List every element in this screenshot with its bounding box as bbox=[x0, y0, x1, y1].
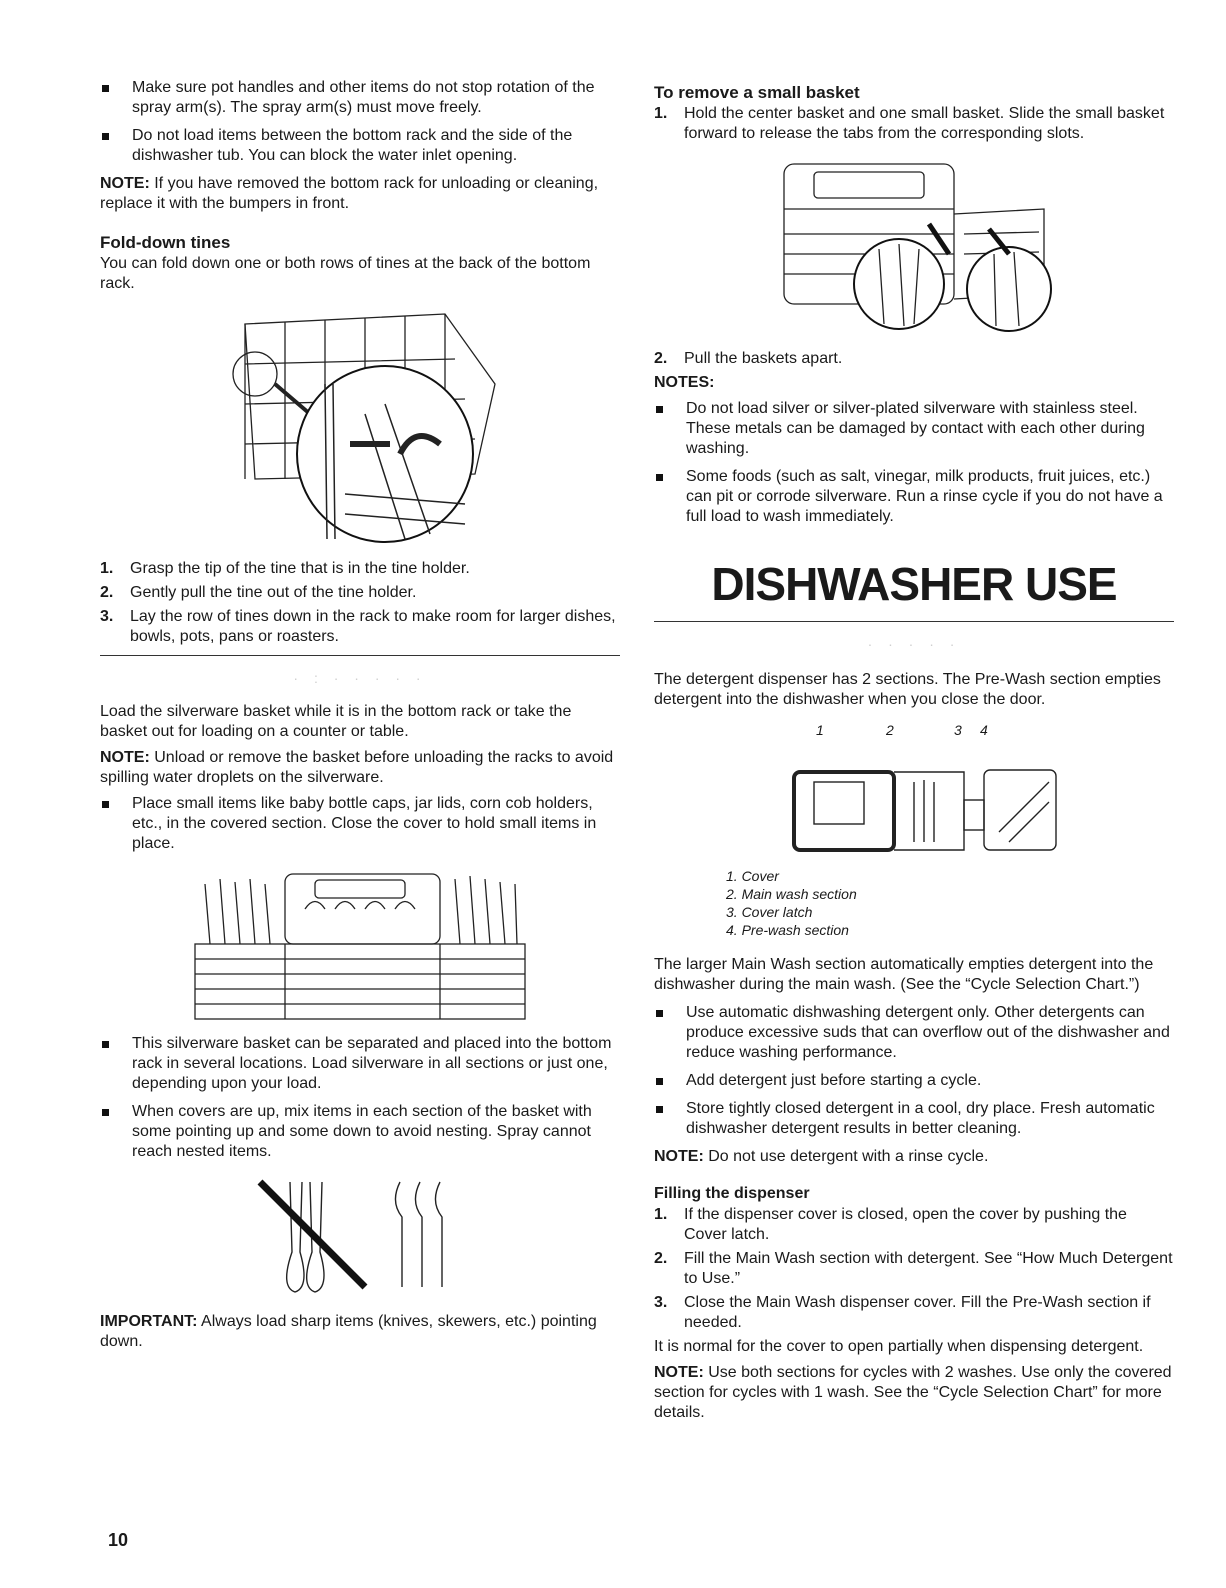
remove-step-2 bbox=[654, 349, 1174, 369]
bullet-square-icon bbox=[656, 1010, 663, 1017]
list-item: 1. Grasp the tip of the tine that is in the tine holder. bbox=[100, 560, 470, 577]
fold-steps-list bbox=[100, 559, 620, 647]
bullet-square-icon bbox=[656, 406, 663, 413]
list-item: 3. Close the Main Wash dispenser cover. Fill the Pre-Wash section if needed. bbox=[654, 1294, 1151, 1331]
bullet-square-icon bbox=[102, 801, 109, 808]
bullet-square-icon bbox=[656, 1078, 663, 1085]
section-divider bbox=[100, 655, 620, 656]
page-number: 10 bbox=[108, 1530, 129, 1550]
list-item: 2. Fill the Main Wash section with detergent. See “How Much Detergent to Use.” bbox=[654, 1250, 1173, 1287]
section-title: DISHWASHER USE bbox=[711, 558, 1117, 610]
remove-basket-illustration bbox=[764, 154, 1064, 339]
list-item: 2. Pull the baskets apart. bbox=[654, 350, 843, 367]
small-items-bullet bbox=[100, 794, 620, 854]
dispenser-callout-numbers: 1 2 3 4 bbox=[816, 722, 988, 738]
left-column bbox=[100, 78, 620, 1352]
list-item: Make sure pot handles and other items do not stop rotation of the spray arm(s). The spray arm(s) must move freely. bbox=[100, 78, 620, 118]
bullet-square-icon bbox=[102, 85, 109, 92]
list-item: 3. Lay the row of tines down in the rack to make room for larger dishes, bowls, pots, pans or roasters. bbox=[100, 608, 616, 645]
silverware-basket-illustration bbox=[185, 864, 535, 1024]
faded-heading-artifact: · · · · · bbox=[867, 636, 961, 652]
bullet-square-icon bbox=[102, 1041, 109, 1048]
list-item: Do not load silver or silver-plated silverware with stainless steel. These metals can be damaged by contact with each other during washing. bbox=[654, 399, 1174, 459]
fold-down-tines-illustration bbox=[215, 304, 505, 549]
filling-heading: Filling the dispenser bbox=[654, 1185, 810, 1202]
list-item: When covers are up, mix items in each section of the basket with some pointing up and some down to avoid nesting. Spray cannot reach nested items. bbox=[100, 1102, 620, 1162]
main-wash-text: The larger Main Wash section automatically empties detergent into the dishwasher during the main wash. (See the “Cycle Selection Chart.”) bbox=[654, 956, 1154, 993]
notes-bullet-list bbox=[654, 399, 1174, 527]
remove-basket-heading: To remove a small basket bbox=[654, 83, 860, 102]
list-item: Add detergent just before starting a cycle. bbox=[654, 1071, 1174, 1091]
list-item: Some foods (such as salt, vinegar, milk products, fruit juices, etc.) can pit or corrode silverware. Run a rinse cycle if you do not have a full load to wash immediately. bbox=[654, 467, 1174, 527]
normal-text: It is normal for the cover to open partially when dispensing detergent. bbox=[654, 1338, 1144, 1355]
bullet-square-icon bbox=[102, 133, 109, 140]
right-column bbox=[654, 78, 1174, 1423]
filling-steps-list bbox=[654, 1205, 1174, 1333]
bullet-square-icon bbox=[656, 1106, 663, 1113]
silverware-intro: Load the silverware basket while it is in the bottom rack or take the basket out for loading on a counter or table. bbox=[100, 703, 572, 740]
note-rack: NOTE: If you have removed the bottom rack for unloading or cleaning, replace it with the bumpers in front. bbox=[100, 175, 599, 212]
note-rinse: NOTE: Do not use detergent with a rinse cycle. bbox=[654, 1148, 989, 1165]
list-item: 1. If the dispenser cover is closed, open the cover by pushing the Cover latch. bbox=[654, 1206, 1127, 1243]
top-bullet-list bbox=[100, 78, 620, 166]
list-item: This silverware basket can be separated and placed into the bottom rack in several locations. Load silverware in all sections or just one, depending upon your load. bbox=[100, 1034, 620, 1094]
fold-intro: You can fold down one or both rows of tines at the back of the bottom rack. bbox=[100, 255, 591, 292]
dispenser-captions: 1. Cover 2. Main wash section 3. Cover latch 4. Pre-wash section bbox=[726, 868, 857, 938]
section-divider bbox=[654, 621, 1174, 622]
list-item: Do not load items between the bottom rack and the side of the dishwasher tub. You can block the water inlet opening. bbox=[100, 126, 620, 166]
list-item: 1. Hold the center basket and one small basket. Slide the small basket forward to release the tabs from the corresponding slots. bbox=[654, 105, 1165, 142]
notes-label: NOTES: bbox=[654, 374, 715, 391]
list-item: Store tightly closed detergent in a cool, dry place. Fresh automatic dishwasher detergent results in better cleaning. bbox=[654, 1099, 1174, 1139]
list-item: Use automatic dishwashing detergent only. Other detergents can produce excessive suds that can overflow out of the dishwasher and reduce washing performance. bbox=[654, 1003, 1174, 1063]
faded-heading-artifact: · : · · · · · bbox=[293, 670, 427, 686]
bullet-square-icon bbox=[102, 1109, 109, 1116]
important-note: IMPORTANT: Always load sharp items (knives, skewers, etc.) pointing down. bbox=[100, 1313, 597, 1350]
fold-down-tines-heading: Fold-down tines bbox=[100, 233, 231, 252]
nesting-utensils-illustration bbox=[250, 1172, 470, 1302]
remove-step-1 bbox=[654, 104, 1174, 144]
list-item: Place small items like baby bottle caps, jar lids, corn cob holders, etc., in the covered section. Close the cover to hold small items in place. bbox=[100, 794, 620, 854]
detergent-dispenser-illustration bbox=[764, 752, 1064, 857]
list-item: 2. Gently pull the tine out of the tine holder. bbox=[100, 584, 417, 601]
detergent-intro: The detergent dispenser has 2 sections. The Pre-Wash section empties detergent into the dishwasher when you close the door. bbox=[654, 671, 1161, 708]
detergent-bullet-list bbox=[654, 1003, 1174, 1139]
note-unload: NOTE: Unload or remove the basket before unloading the racks to avoid spilling water droplets on the silverware. bbox=[100, 749, 614, 786]
note-sections: NOTE: Use both sections for cycles with 2 washes. Use only the covered section for cycles with 1 wash. See the “Cycle Selection Chart” for more details. bbox=[654, 1364, 1172, 1421]
basket-bullet-list bbox=[100, 1034, 620, 1162]
bullet-square-icon bbox=[656, 474, 663, 481]
